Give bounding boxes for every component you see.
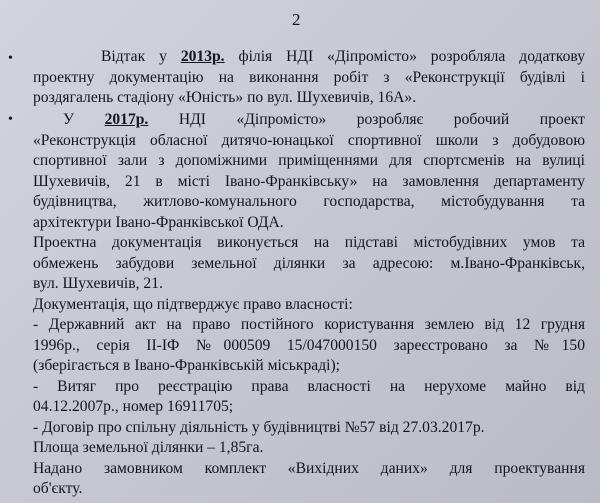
text-line: будівництва, житлово-комунального господарства, містобудування та bbox=[33, 193, 585, 210]
closing-line: Надано замовником комплект «Вихідних даних» для проектування bbox=[33, 459, 585, 477]
ownership-line: - Договір про спільну діяльність у будівництві №57 від 27.03.2017р. bbox=[33, 418, 485, 436]
year-2013: 2013р. bbox=[180, 48, 225, 65]
text-line: обмежень забудови земельної ділянки за адресою: м.Івано-Франківськ, bbox=[33, 254, 585, 272]
text-line: роздягалень стадіону «Юність» по вул. Шухевичів, 16А». bbox=[33, 89, 417, 106]
text-line: архітектури Івано-Франківської ОДА. bbox=[33, 213, 284, 231]
ownership-line: - Витяг про реєстрацію права власності на нерухоме майно від bbox=[33, 377, 585, 395]
area-line: Площа земельної ділянки – 1,85га. bbox=[33, 439, 264, 456]
text-line: спортивної зали з допоміжними приміщеннями для спортсменів на вулиці bbox=[33, 152, 585, 169]
ownership-line: 04.12.2007р., номер 16911705; bbox=[33, 398, 234, 415]
text-line: Шухевичів, 21 в місті Івано-Франківську» на замовлення департаменту bbox=[33, 172, 585, 190]
text-line: проектну документацію на виконання робіт з «Реконструкції будівлі і bbox=[33, 68, 585, 86]
text-line bbox=[33, 47, 585, 68]
text-line: «Реконструкція обласної дитячо-юнацької спортивної школи з добудовою bbox=[33, 131, 585, 149]
text-line bbox=[33, 110, 585, 131]
ownership-line: 1996р., серія ІІ-ІФ №000509 15/047000150 зареєстровано за №150 bbox=[33, 336, 585, 354]
paragraph-permit bbox=[33, 233, 585, 500]
page-number: 2 bbox=[292, 10, 301, 29]
paragraph-2013 bbox=[33, 47, 585, 109]
text-line: вул. Шухевичів, 21. bbox=[33, 275, 163, 292]
text-fragment: філія НДІ «Діпромісто» розробляла додаткову bbox=[224, 48, 586, 65]
intro-prefix: У bbox=[63, 111, 105, 128]
ownership-heading: Документація, що підтверджує право власності: bbox=[33, 295, 353, 313]
text-line: Проектна документація виконується на підставі містобудівних умов та bbox=[33, 234, 585, 251]
bullet-marker: • bbox=[8, 112, 13, 127]
text-fragment: НДІ «Діпромісто» розробляє робочий проект bbox=[148, 111, 585, 128]
closing-line: об'єкту. bbox=[33, 480, 83, 497]
ownership-line: (зберігається в Івано-Франківській міськраді); bbox=[33, 357, 340, 374]
intro-prefix: Відтак у bbox=[101, 48, 181, 65]
paragraph-2017 bbox=[33, 110, 585, 233]
year-2017: 2017р. bbox=[104, 111, 149, 128]
bullet-marker: • bbox=[8, 51, 13, 66]
ownership-line: - Державний акт на право постійного користування землею від 12 грудня bbox=[33, 316, 585, 333]
